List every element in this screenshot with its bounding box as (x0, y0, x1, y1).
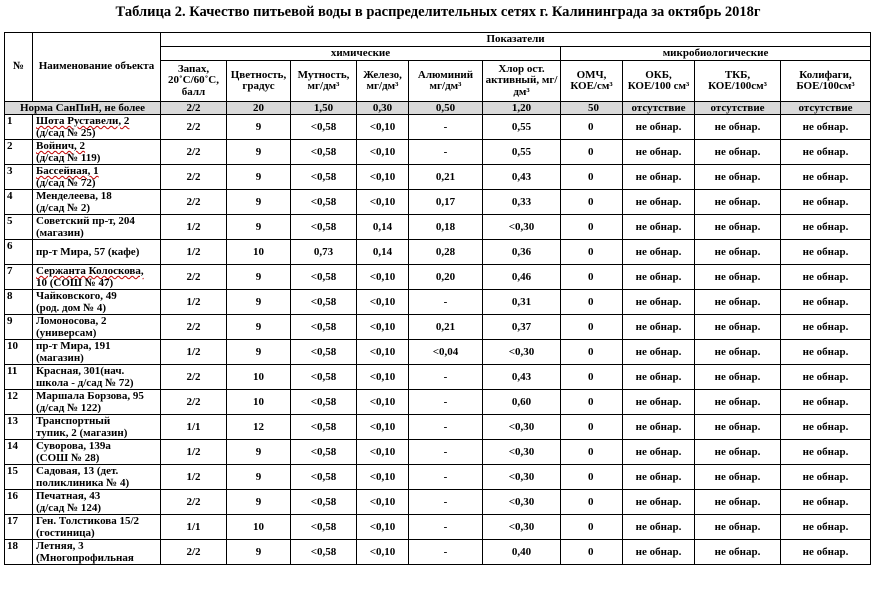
cell-value: <0,04 (409, 340, 483, 365)
cell-value: не обнар. (695, 115, 781, 140)
header-num: № (5, 33, 33, 102)
cell-value: <0,58 (291, 515, 357, 540)
cell-value: не обнар. (695, 415, 781, 440)
cell-value: - (409, 515, 483, 540)
object-name (33, 165, 161, 190)
cell-value: не обнар. (695, 340, 781, 365)
cell-value: 0 (561, 190, 623, 215)
cell-value: не обнар. (695, 215, 781, 240)
row-number: 1 (5, 115, 33, 140)
object-name-line1: Летняя, 3 (36, 540, 84, 552)
cell-value: 9 (227, 215, 291, 240)
cell-value: не обнар. (781, 515, 871, 540)
cell-value: не обнар. (623, 390, 695, 415)
object-name-line2: (д/сад № 25) (36, 127, 96, 139)
cell-value: 1/2 (161, 340, 227, 365)
norm-value: 0,30 (357, 102, 409, 115)
cell-value: - (409, 440, 483, 465)
cell-value: 0 (561, 540, 623, 565)
object-name-line2: (род. дом № 4) (36, 302, 107, 314)
object-name-line1: Чайковского, 49 (36, 290, 117, 302)
cell-value: не обнар. (695, 265, 781, 290)
row-number: 2 (5, 140, 33, 165)
cell-value: <0,58 (291, 465, 357, 490)
column-header: Цветность, градус (227, 61, 291, 102)
cell-value: не обнар. (623, 165, 695, 190)
cell-value: 10 (227, 240, 291, 265)
row-number: 15 (5, 465, 33, 490)
object-name (33, 215, 161, 240)
norm-value: 1,20 (483, 102, 561, 115)
cell-value: <0,30 (483, 465, 561, 490)
cell-value: не обнар. (695, 365, 781, 390)
object-name (33, 390, 161, 415)
cell-value: - (409, 465, 483, 490)
cell-value: <0,58 (291, 415, 357, 440)
table-row (5, 465, 871, 490)
cell-value: 9 (227, 465, 291, 490)
cell-value: 0,73 (291, 240, 357, 265)
object-name-line1: Войнич, 2 (36, 140, 86, 152)
object-name (33, 190, 161, 215)
cell-value: не обнар. (695, 515, 781, 540)
cell-value: не обнар. (695, 190, 781, 215)
cell-value: не обнар. (623, 340, 695, 365)
cell-value: 0 (561, 165, 623, 190)
row-number: 8 (5, 290, 33, 315)
cell-value: <0,58 (291, 540, 357, 565)
object-name (33, 365, 161, 390)
cell-value: <0,10 (357, 140, 409, 165)
object-name-line1: Маршала Борзова, 95 (36, 390, 144, 402)
cell-value: 1/2 (161, 465, 227, 490)
cell-value: <0,10 (357, 365, 409, 390)
cell-value: 0,55 (483, 140, 561, 165)
cell-value: не обнар. (695, 140, 781, 165)
object-name (33, 240, 161, 265)
cell-value: 0 (561, 515, 623, 540)
cell-value: не обнар. (623, 490, 695, 515)
cell-value: - (409, 140, 483, 165)
table-row (5, 240, 871, 265)
cell-value: 0 (561, 465, 623, 490)
cell-value: - (409, 390, 483, 415)
cell-value: не обнар. (781, 165, 871, 190)
object-name-line2: (д/сад № 2) (36, 202, 91, 214)
object-name-line2: школа - д/сад № 72) (36, 377, 134, 389)
object-name-line2: (д/сад № 72) (36, 177, 96, 189)
cell-value: не обнар. (781, 115, 871, 140)
cell-value: <0,10 (357, 465, 409, 490)
object-name-line2: (СОШ № 28) (36, 452, 100, 464)
cell-value: 0 (561, 215, 623, 240)
cell-value: 0 (561, 440, 623, 465)
table-row (5, 365, 871, 390)
row-number: 9 (5, 315, 33, 340)
cell-value: <0,30 (483, 515, 561, 540)
cell-value: 9 (227, 315, 291, 340)
cell-value: 0,60 (483, 390, 561, 415)
object-name-line2: (д/сад № 119) (36, 152, 101, 164)
cell-value: не обнар. (695, 490, 781, 515)
cell-value: <0,10 (357, 190, 409, 215)
cell-value: не обнар. (623, 115, 695, 140)
cell-value: не обнар. (623, 315, 695, 340)
cell-value: 0,55 (483, 115, 561, 140)
cell-value: не обнар. (781, 490, 871, 515)
object-name (33, 465, 161, 490)
object-name-line1: Красная, 301(нач. (36, 365, 125, 377)
object-name-line1: Советский пр-т, 204 (36, 215, 135, 227)
header-indicators: Показатели (161, 33, 871, 47)
cell-value: 9 (227, 440, 291, 465)
cell-value: 0,18 (409, 215, 483, 240)
cell-value: - (409, 290, 483, 315)
object-name (33, 540, 161, 565)
object-name-line2: 10 (СОШ № 47) (36, 277, 114, 289)
table-row (5, 415, 871, 440)
norm-label: Норма СанПиН, не более (5, 102, 161, 115)
object-name-line2: поликлиника № 4) (36, 477, 130, 489)
cell-value: 1/1 (161, 415, 227, 440)
norm-value: отсутствие (623, 102, 695, 115)
cell-value: <0,10 (357, 165, 409, 190)
cell-value: 10 (227, 365, 291, 390)
norm-value: 20 (227, 102, 291, 115)
cell-value: <0,30 (483, 490, 561, 515)
column-header: Железо, мг/дм³ (357, 61, 409, 102)
object-name-line1: Печатная, 43 (36, 490, 101, 502)
cell-value: 2/2 (161, 165, 227, 190)
object-name-line2: (д/сад № 124) (36, 502, 102, 514)
object-name-line1: Шота Руставели, 2 (36, 115, 130, 127)
table-row (5, 140, 871, 165)
column-header: Хлор ост. активный, мг/дм³ (483, 61, 561, 102)
cell-value: <0,58 (291, 115, 357, 140)
cell-value: <0,30 (483, 215, 561, 240)
cell-value: 2/2 (161, 490, 227, 515)
cell-value: - (409, 365, 483, 390)
table-row (5, 115, 871, 140)
cell-value: не обнар. (695, 315, 781, 340)
header-chemical: химические (161, 47, 561, 61)
table-row (5, 390, 871, 415)
object-name-line1: Бассейная, 1 (36, 165, 99, 177)
row-number: 11 (5, 365, 33, 390)
cell-value: <0,58 (291, 190, 357, 215)
object-name-line1: Транспортный (36, 415, 111, 427)
cell-value: 12 (227, 415, 291, 440)
cell-value: <0,30 (483, 440, 561, 465)
row-number: 18 (5, 540, 33, 565)
object-name (33, 340, 161, 365)
cell-value: не обнар. (623, 515, 695, 540)
table-row (5, 215, 871, 240)
cell-value: 10 (227, 390, 291, 415)
cell-value: 0,36 (483, 240, 561, 265)
object-name-line1: Ген. Толстикова 15/2 (36, 515, 140, 527)
object-name (33, 440, 161, 465)
row-number: 3 (5, 165, 33, 190)
row-number: 17 (5, 515, 33, 540)
cell-value: 0,17 (409, 190, 483, 215)
cell-value: <0,58 (291, 390, 357, 415)
cell-value: <0,58 (291, 265, 357, 290)
cell-value: <0,30 (483, 340, 561, 365)
row-number: 13 (5, 415, 33, 440)
cell-value: не обнар. (623, 415, 695, 440)
cell-value: не обнар. (781, 190, 871, 215)
cell-value: 1/2 (161, 240, 227, 265)
cell-value: 9 (227, 290, 291, 315)
cell-value: - (409, 540, 483, 565)
cell-value: - (409, 415, 483, 440)
object-name-line2: (магазин) (36, 352, 84, 364)
header-name: Наименование объекта (33, 33, 161, 102)
cell-value: <0,10 (357, 290, 409, 315)
cell-value: не обнар. (623, 140, 695, 165)
object-name-line1: Менделеева, 18 (36, 190, 112, 202)
cell-value: <0,10 (357, 440, 409, 465)
cell-value: 0 (561, 240, 623, 265)
column-header: ТКБ, КОЕ/100см³ (695, 61, 781, 102)
row-number: 6 (5, 240, 33, 265)
norm-value: 50 (561, 102, 623, 115)
cell-value: 0,46 (483, 265, 561, 290)
cell-value: 0 (561, 490, 623, 515)
cell-value: не обнар. (781, 265, 871, 290)
cell-value: не обнар. (781, 215, 871, 240)
row-number: 16 (5, 490, 33, 515)
cell-value: <0,58 (291, 365, 357, 390)
cell-value: не обнар. (781, 240, 871, 265)
object-name (33, 115, 161, 140)
cell-value: 2/2 (161, 365, 227, 390)
object-name-line2: (универсам) (36, 327, 97, 339)
cell-value: не обнар. (781, 140, 871, 165)
cell-value: 0,43 (483, 365, 561, 390)
cell-value: <0,58 (291, 215, 357, 240)
norm-value: 0,50 (409, 102, 483, 115)
cell-value: не обнар. (695, 240, 781, 265)
object-name-line1: Сержанта Колоскова, (36, 265, 144, 277)
object-name (33, 290, 161, 315)
cell-value: <0,10 (357, 315, 409, 340)
cell-value: - (409, 490, 483, 515)
cell-value: 10 (227, 515, 291, 540)
cell-value: <0,58 (291, 315, 357, 340)
cell-value: 0 (561, 140, 623, 165)
table-row (5, 440, 871, 465)
object-name (33, 140, 161, 165)
cell-value: не обнар. (623, 440, 695, 465)
cell-value: не обнар. (695, 290, 781, 315)
cell-value: 9 (227, 265, 291, 290)
cell-value: не обнар. (695, 165, 781, 190)
cell-value: 9 (227, 190, 291, 215)
object-name-line2: (Многопрофильная (36, 552, 134, 564)
cell-value: 9 (227, 140, 291, 165)
cell-value: не обнар. (623, 190, 695, 215)
table-row (5, 290, 871, 315)
object-name-line1: Садовая, 13 (дет. (36, 465, 119, 477)
cell-value: 0,37 (483, 315, 561, 340)
cell-value: не обнар. (781, 390, 871, 415)
cell-value: 0 (561, 415, 623, 440)
document-title: Таблица 2. Качество питьевой воды в распределительных сетях г. Калининграда за октябрь 2018г (115, 4, 761, 20)
cell-value: <0,10 (357, 340, 409, 365)
cell-value: 9 (227, 490, 291, 515)
cell-value: 0,14 (357, 240, 409, 265)
cell-value: не обнар. (695, 540, 781, 565)
cell-value: 0 (561, 390, 623, 415)
row-number: 7 (5, 265, 33, 290)
cell-value: не обнар. (623, 290, 695, 315)
cell-value: 1/2 (161, 215, 227, 240)
cell-value: <0,58 (291, 440, 357, 465)
table-row (5, 315, 871, 340)
cell-value: 2/2 (161, 540, 227, 565)
cell-value: не обнар. (781, 465, 871, 490)
row-number: 14 (5, 440, 33, 465)
column-header: ОМЧ, КОЕ/см³ (561, 61, 623, 102)
cell-value: 0,28 (409, 240, 483, 265)
cell-value: не обнар. (623, 265, 695, 290)
cell-value: <0,10 (357, 390, 409, 415)
table-row (5, 265, 871, 290)
cell-value: 0,14 (357, 215, 409, 240)
cell-value: 0,21 (409, 315, 483, 340)
cell-value: 1/2 (161, 290, 227, 315)
cell-value: 0,20 (409, 265, 483, 290)
object-name-line1: пр-т Мира, 191 (36, 340, 111, 352)
cell-value: не обнар. (695, 390, 781, 415)
cell-value: не обнар. (623, 540, 695, 565)
object-name-line1: Ломоносова, 2 (36, 315, 107, 327)
object-name-line2: (д/сад № 122) (36, 402, 102, 414)
cell-value: <0,58 (291, 340, 357, 365)
cell-value: <0,10 (357, 515, 409, 540)
cell-value: 0,40 (483, 540, 561, 565)
cell-value: 0,43 (483, 165, 561, 190)
cell-value: <0,10 (357, 490, 409, 515)
row-number: 4 (5, 190, 33, 215)
cell-value: 1/1 (161, 515, 227, 540)
object-name-line1: пр-т Мира, 57 (кафе) (36, 246, 140, 258)
cell-value: 0 (561, 365, 623, 390)
cell-value: не обнар. (623, 465, 695, 490)
cell-value: 9 (227, 115, 291, 140)
cell-value: - (409, 115, 483, 140)
cell-value: 0 (561, 115, 623, 140)
cell-value: не обнар. (781, 365, 871, 390)
cell-value: <0,58 (291, 290, 357, 315)
table-row (5, 190, 871, 215)
norm-value: отсутствие (781, 102, 871, 115)
cell-value: не обнар. (781, 315, 871, 340)
cell-value: 1/2 (161, 440, 227, 465)
row-number: 10 (5, 340, 33, 365)
cell-value: <0,58 (291, 490, 357, 515)
cell-value: <0,58 (291, 140, 357, 165)
column-header: Колифаги, БОЕ/100см³ (781, 61, 871, 102)
object-name (33, 265, 161, 290)
cell-value: 0,21 (409, 165, 483, 190)
table-row (5, 340, 871, 365)
cell-value: <0,10 (357, 265, 409, 290)
cell-value: 0,31 (483, 290, 561, 315)
table-row (5, 490, 871, 515)
cell-value: 0 (561, 340, 623, 365)
cell-value: 2/2 (161, 140, 227, 165)
table-row (5, 515, 871, 540)
object-name-line2: (магазин) (36, 227, 84, 239)
cell-value: 2/2 (161, 315, 227, 340)
object-name (33, 515, 161, 540)
object-name-line2: тупик, 2 (магазин) (36, 427, 128, 439)
cell-value: 2/2 (161, 265, 227, 290)
column-header: Запах, 20˚С/60˚С, балл (161, 61, 227, 102)
cell-value: 9 (227, 340, 291, 365)
table-row (5, 540, 871, 565)
cell-value: не обнар. (623, 365, 695, 390)
column-header: ОКБ, КОЕ/100 см³ (623, 61, 695, 102)
object-name (33, 415, 161, 440)
object-name (33, 315, 161, 340)
object-name (33, 490, 161, 515)
cell-value: не обнар. (623, 215, 695, 240)
cell-value: <0,10 (357, 415, 409, 440)
cell-value: 2/2 (161, 390, 227, 415)
object-name-line2: (гостиница) (36, 527, 95, 539)
column-header: Мутность, мг/дм³ (291, 61, 357, 102)
cell-value: не обнар. (781, 415, 871, 440)
cell-value: не обнар. (781, 340, 871, 365)
cell-value: не обнар. (781, 440, 871, 465)
cell-value: <0,10 (357, 115, 409, 140)
column-header: Алюминий мг/дм³ (409, 61, 483, 102)
cell-value: не обнар. (781, 290, 871, 315)
cell-value: не обнар. (695, 465, 781, 490)
cell-value: <0,58 (291, 165, 357, 190)
table-row (5, 165, 871, 190)
cell-value: 0 (561, 265, 623, 290)
norm-value: 2/2 (161, 102, 227, 115)
cell-value: <0,10 (357, 540, 409, 565)
row-number: 5 (5, 215, 33, 240)
row-number: 12 (5, 390, 33, 415)
cell-value: 2/2 (161, 190, 227, 215)
header-micro: микробиологические (561, 47, 871, 61)
cell-value: не обнар. (695, 440, 781, 465)
cell-value: 0,33 (483, 190, 561, 215)
cell-value: 0 (561, 290, 623, 315)
cell-value: 0 (561, 315, 623, 340)
cell-value: не обнар. (781, 540, 871, 565)
cell-value: 2/2 (161, 115, 227, 140)
cell-value: <0,30 (483, 415, 561, 440)
water-quality-table (4, 32, 871, 565)
norm-value: 1,50 (291, 102, 357, 115)
cell-value: 9 (227, 540, 291, 565)
object-name-line1: Суворова, 139а (36, 440, 111, 452)
cell-value: 9 (227, 165, 291, 190)
cell-value: не обнар. (623, 240, 695, 265)
norm-value: отсутствие (695, 102, 781, 115)
